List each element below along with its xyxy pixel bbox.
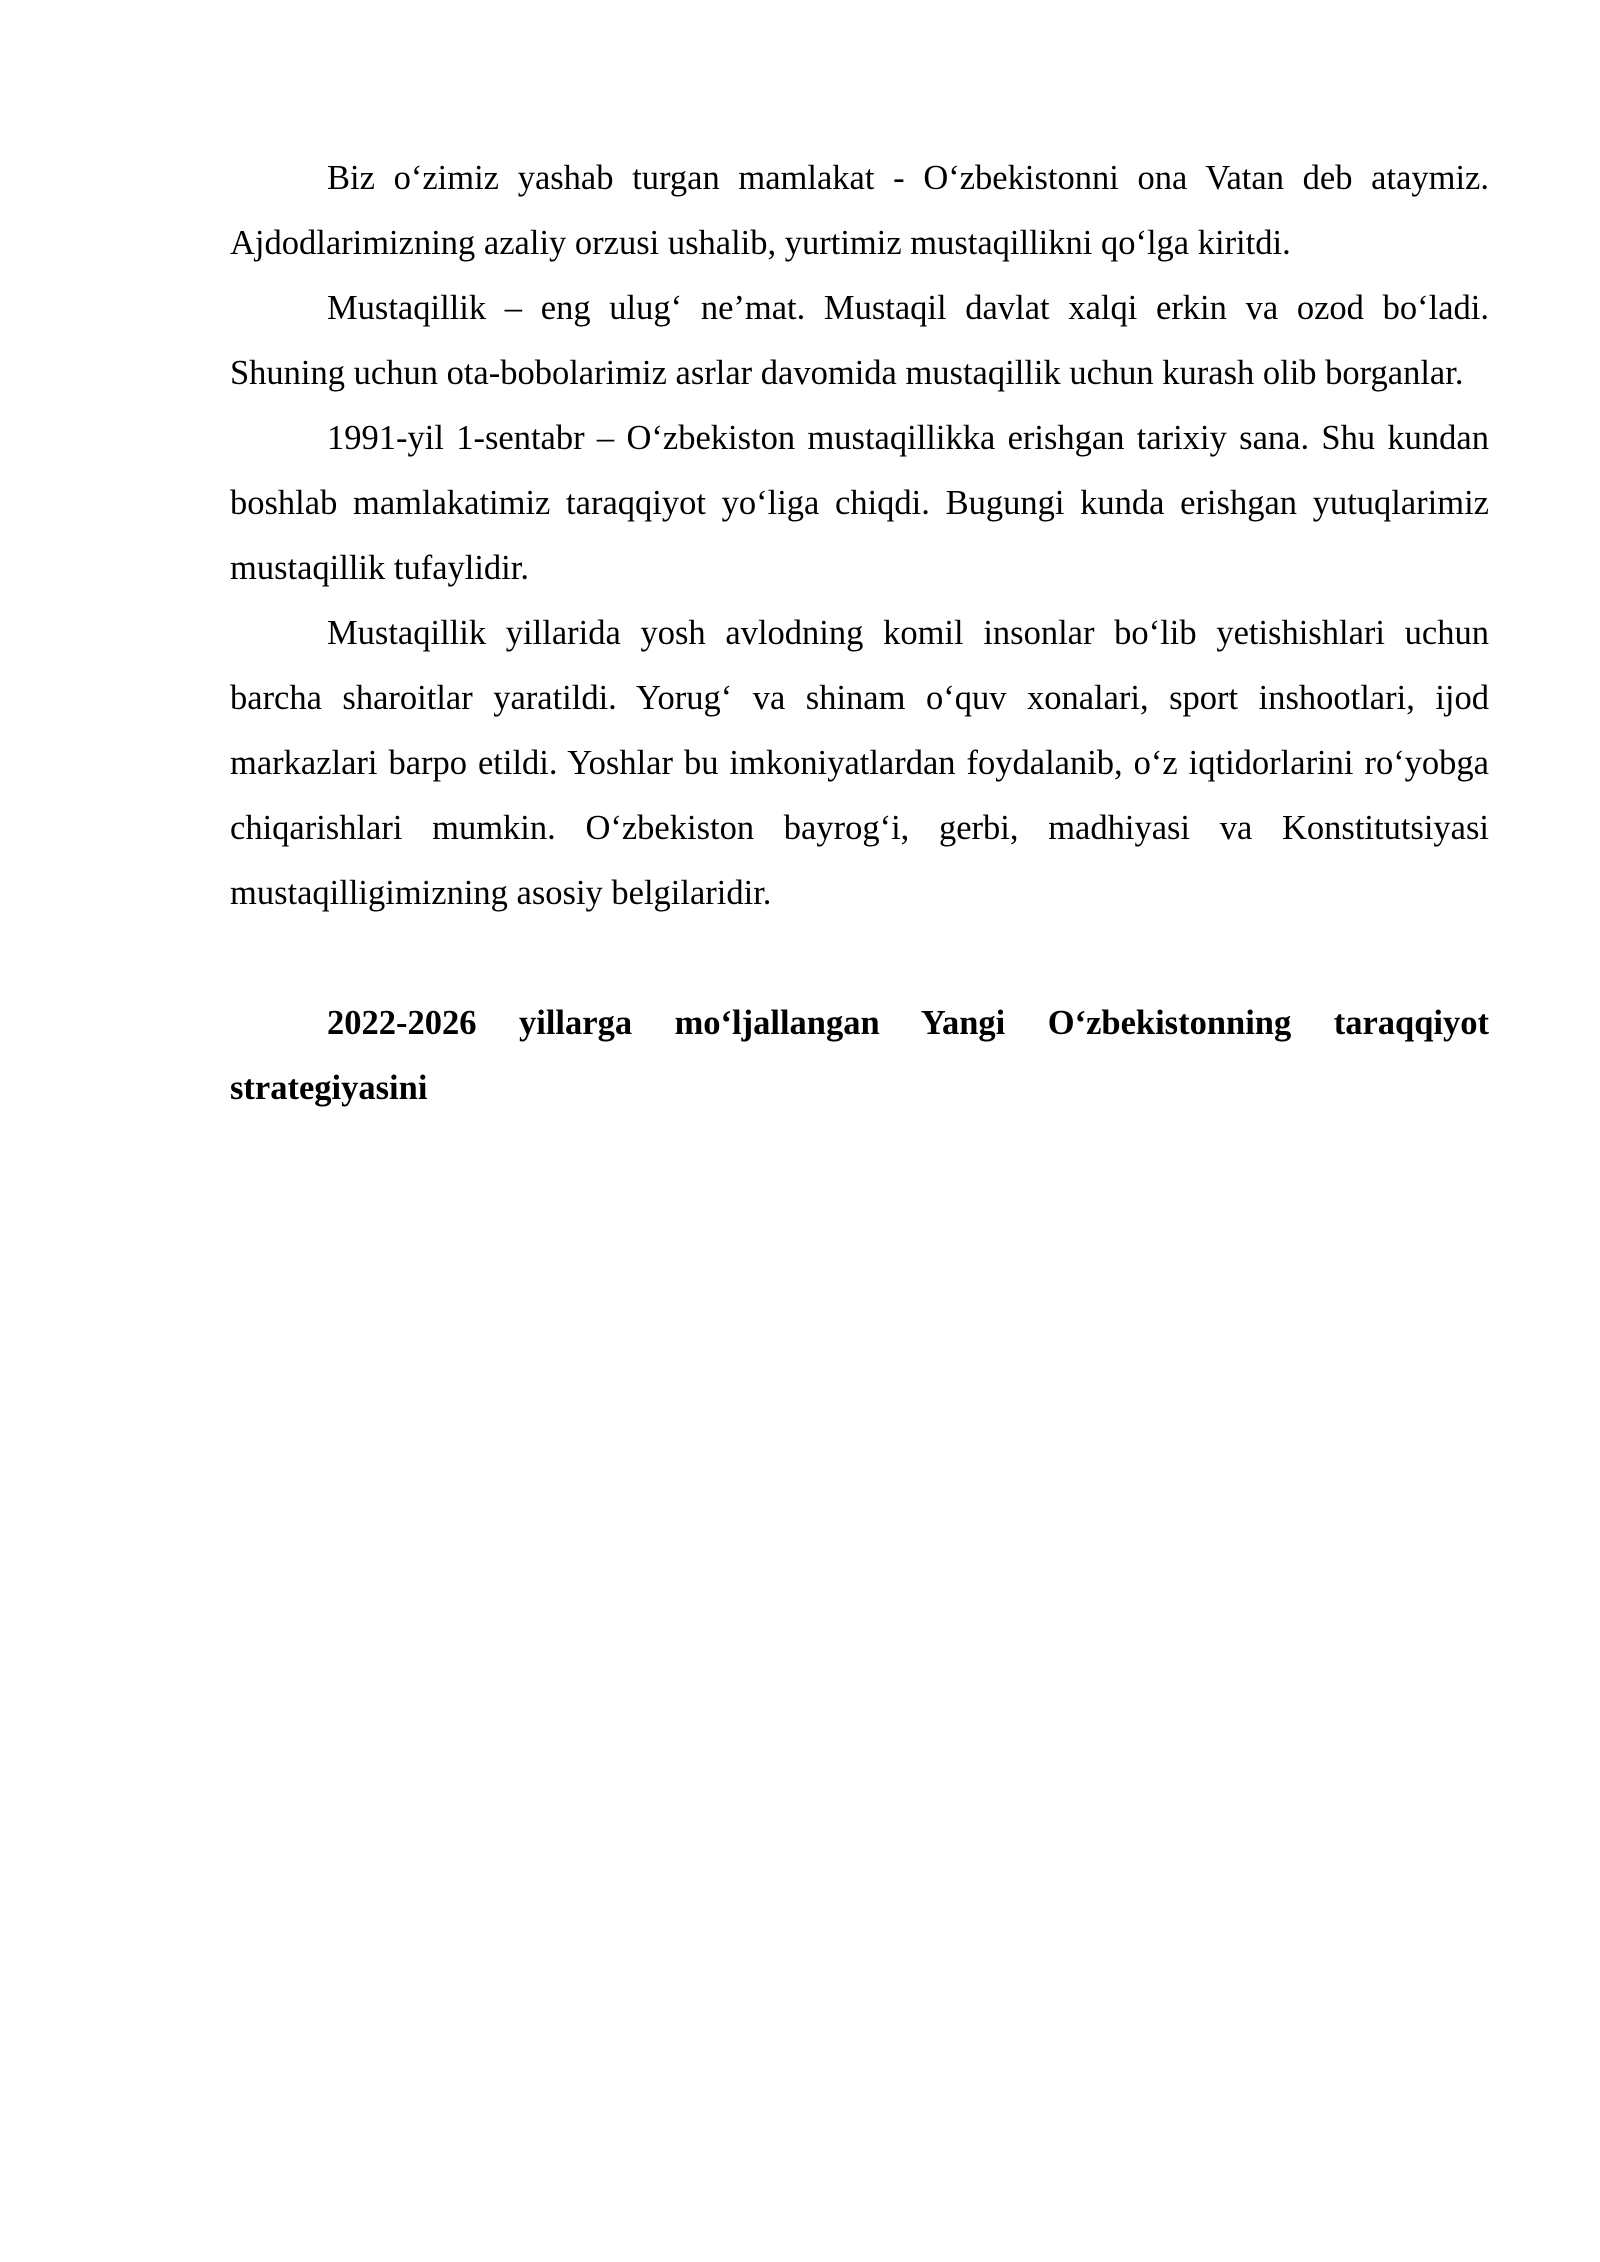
paragraph-independence: Mustaqillik – eng ulug‘ ne’mat. Mustaqil davlat xalqi erkin va ozod bo‘ladi. Shuning uchun ota-bobolarimiz asrlar davomida mustaqillik uchun kurash olib borganlar.	[230, 289, 1489, 392]
document-body	[230, 146, 1489, 1121]
paragraph-1991: 1991-yil 1-sentabr – O‘zbekiston mustaqillikka erishgan tarixiy sana. Shu kundan boshlab mamlakatimiz taraqqiyot yo‘liga chiqdi. Bugungi kunda erishgan yutuqlarimiz mustaqillik tufaylidir.	[230, 419, 1489, 587]
blank-line	[230, 926, 1489, 991]
paragraph-youth: Mustaqillik yillarida yosh avlodning komil insonlar bo‘lib yetishishlari uchun barcha sharoitlar yaratildi. Yorug‘ va shinam o‘quv xonalari, sport inshootlari, ijod markazlari barpo etildi. Yoshlar bu imkoniyatlardan foydalanib, o‘z iqtidorlarini ro‘yobga chiqarishlari mumkin. O‘zbekiston bayrog‘i, gerbi, madhiyasi va Konstitutsiyasi mustaqilligimizning asosiy belgilaridir.	[230, 614, 1489, 912]
section-heading: 2022-2026 yillarga mo‘ljallangan Yangi O‘zbekistonning taraqqiyot strategiyasini	[230, 1004, 1489, 1107]
paragraph-homeland: Biz o‘zimiz yashab turgan mamlakat - O‘zbekistonni ona Vatan deb ataymiz. Ajdodlarimizning azaliy orzusi ushalib, yurtimiz mustaqillikni qo‘lga kiritdi.	[230, 159, 1489, 262]
